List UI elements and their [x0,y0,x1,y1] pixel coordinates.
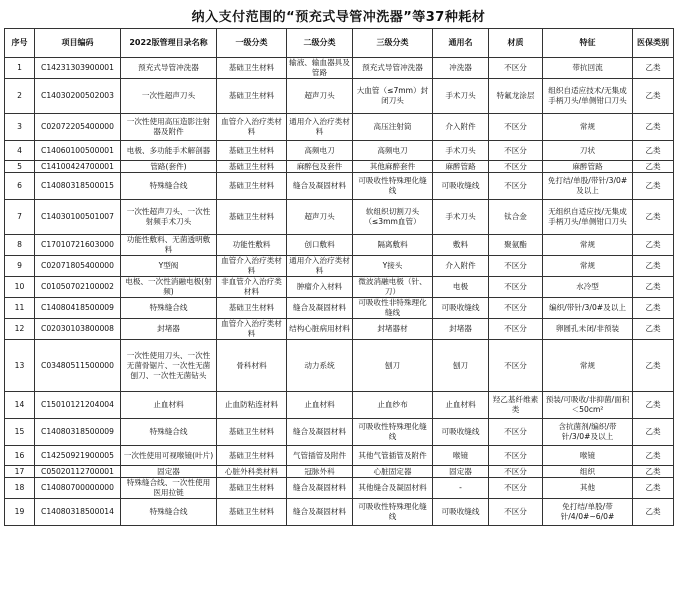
row-cat3: 高频电刀 [353,141,433,161]
row-material: 不区分 [489,298,543,319]
row-feature: 卵圆孔未闭/非预装 [543,319,633,340]
row-no: 1 [5,58,35,79]
row-feature: 预装/可吸收/非抑菌/面积＜50cm² [543,392,633,419]
row-cat1: 基础卫生材料 [217,419,287,446]
row-no: 17 [5,466,35,478]
row-type: 乙类 [633,478,674,499]
table-row [5,319,674,340]
row-cat1: 基础卫生材料 [217,58,287,79]
row-no: 12 [5,319,35,340]
row-type: 乙类 [633,466,674,478]
row-cat2: 超声刀头 [287,79,353,114]
table-row [5,499,674,526]
row-generic: 介入附件 [433,256,489,277]
row-material: 不区分 [489,419,543,446]
row-cat3: 止血纱布 [353,392,433,419]
row-name: 管路(套件) [121,161,217,173]
row-name: 固定器 [121,466,217,478]
row-material: 不区分 [489,446,543,466]
table-row [5,446,674,466]
row-cat1: 基础卫生材料 [217,141,287,161]
row-cat2: 冠脉外科 [287,466,353,478]
document-title: 纳入支付范围的“预充式导管冲洗器”等37种耗材 [191,10,486,25]
table-body [5,58,674,526]
row-cat1: 血管介入治疗类材料 [217,256,287,277]
row-name: 一次性使用刀头、一次性无菌骨锯片、一次性无菌刨刀、一次性无菌钻头 [121,340,217,392]
row-material: 不区分 [489,478,543,499]
table-row [5,235,674,256]
row-generic: 麻醉管路 [433,161,489,173]
row-type: 乙类 [633,79,674,114]
row-name: 电极、多功能手术解剖器 [121,141,217,161]
row-code: C01050702100002 [35,277,121,298]
row-generic: 固定器 [433,466,489,478]
row-type: 乙类 [633,141,674,161]
header-cat1: 一级分类 [217,29,287,58]
row-cat2: 缝合及凝固材料 [287,499,353,526]
row-no: 18 [5,478,35,499]
row-cat2: 麻醉包及套件 [287,161,353,173]
row-cat3: 隔离敷料 [353,235,433,256]
row-generic: 止血材料 [433,392,489,419]
row-material: 不区分 [489,114,543,141]
row-feature: 麻醉管路 [543,161,633,173]
row-feature: 组织自适应技术/无集成手柄刀头/单侧钳口刀头 [543,79,633,114]
row-feature: 含抗菌剂/编织/带针/3/0#及以上 [543,419,633,446]
row-feature: 编织/带针/3/0#及以上 [543,298,633,319]
row-code: C14060100500001 [35,141,121,161]
row-code: C17010721603000 [35,235,121,256]
table-row [5,58,674,79]
row-type: 乙类 [633,340,674,392]
row-name: Y型阀 [121,256,217,277]
row-feature: 水冷型 [543,277,633,298]
row-code: C05020112700001 [35,466,121,478]
row-code: C15010121204004 [35,392,121,419]
row-type: 乙类 [633,200,674,235]
row-cat3: 其他麻醉套件 [353,161,433,173]
row-cat1: 基础卫生材料 [217,161,287,173]
row-cat1: 基础卫生材料 [217,173,287,200]
row-no: 11 [5,298,35,319]
row-cat3: 其他缝合及凝固材料 [353,478,433,499]
row-type: 乙类 [633,446,674,466]
row-cat3: Y接头 [353,256,433,277]
header-no: 序号 [5,29,35,58]
row-type: 乙类 [633,392,674,419]
row-cat1: 基础卫生材料 [217,200,287,235]
row-no: 9 [5,256,35,277]
row-code: C03480511500000 [35,340,121,392]
header-cat3: 三级分类 [353,29,433,58]
row-material: 不区分 [489,256,543,277]
row-generic: - [433,478,489,499]
row-name: 特殊缝合线、一次性使用医用拉链 [121,478,217,499]
row-feature: 无组织自适应技/无集成手柄刀头/单侧钳口刀头 [543,200,633,235]
row-code: C02071805400000 [35,256,121,277]
row-code: C14030100501007 [35,200,121,235]
table-row [5,419,674,446]
row-no: 16 [5,446,35,466]
table-row [5,340,674,392]
row-cat3: 可吸收性特殊理化缝线 [353,419,433,446]
row-code: C14080318500014 [35,499,121,526]
row-type: 乙类 [633,58,674,79]
row-cat3: 封堵器材 [353,319,433,340]
row-feature: 组织 [543,466,633,478]
row-cat1: 基础卫生材料 [217,478,287,499]
row-name: 一次性使用可视喉镜(叶片) [121,446,217,466]
row-material: 不区分 [489,141,543,161]
row-feature: 刀状 [543,141,633,161]
header-name: 2022版管理目录名称 [121,29,217,58]
row-feature: 其他 [543,478,633,499]
row-cat3: 高压注射筒 [353,114,433,141]
row-feature: 常规 [543,235,633,256]
row-no: 4 [5,141,35,161]
row-no: 3 [5,114,35,141]
row-material: 聚氨酯 [489,235,543,256]
row-no: 2 [5,79,35,114]
row-feature: 常规 [543,114,633,141]
row-material: 不区分 [489,58,543,79]
row-code: C14030200502003 [35,79,121,114]
row-cat2: 结构心脏病用材料 [287,319,353,340]
header-feature: 特征 [543,29,633,58]
row-feature: 喉镜 [543,446,633,466]
row-material: 钛合金 [489,200,543,235]
row-no: 8 [5,235,35,256]
header-cat2: 二级分类 [287,29,353,58]
row-cat2: 缝合及凝固材料 [287,478,353,499]
row-cat3: 心脏固定器 [353,466,433,478]
row-generic: 可吸收缝线 [433,419,489,446]
row-cat1: 骨科材料 [217,340,287,392]
row-generic: 封堵器 [433,319,489,340]
row-name: 特殊缝合线 [121,419,217,446]
row-material: 不区分 [489,161,543,173]
row-cat3: 微波消融电极（针、刀） [353,277,433,298]
row-name: 特殊缝合线 [121,298,217,319]
row-name: 功能性敷料、无菌透明敷料 [121,235,217,256]
row-generic: 介入附件 [433,114,489,141]
row-type: 乙类 [633,235,674,256]
row-type: 乙类 [633,499,674,526]
table-row [5,173,674,200]
row-feature: 免打结/单股/带针/3/0#及以上 [543,173,633,200]
row-material: 不区分 [489,499,543,526]
row-no: 5 [5,161,35,173]
row-generic: 冲洗器 [433,58,489,79]
row-cat1: 基础卫生材料 [217,79,287,114]
row-cat2: 止血材料 [287,392,353,419]
row-cat1: 基础卫生材料 [217,499,287,526]
row-code: C14080318500009 [35,419,121,446]
row-cat3: 可吸收性非特殊理化缝线 [353,298,433,319]
table-header-row [5,29,674,58]
row-cat2: 缝合及凝固材料 [287,419,353,446]
row-cat2: 通用介入治疗类材料 [287,256,353,277]
row-cat2: 通用介入治疗类材料 [287,114,353,141]
consumables-table [4,28,674,526]
row-generic: 手术刀头 [433,200,489,235]
row-cat3: 刨刀 [353,340,433,392]
row-cat1: 血管介入治疗类材料 [217,114,287,141]
row-material: 特氟龙涂层 [489,79,543,114]
row-code: C14250921900005 [35,446,121,466]
row-name: 止血材料 [121,392,217,419]
row-feature: 常规 [543,340,633,392]
row-cat1: 止血防粘连材料 [217,392,287,419]
row-code: C14080418500009 [35,298,121,319]
row-name: 特殊缝合线 [121,173,217,200]
row-cat2: 肿瘤介入材料 [287,277,353,298]
table-row [5,466,674,478]
row-feature: 免打结/单股/带针/4/0#~6/0# [543,499,633,526]
row-code: C14080700000000 [35,478,121,499]
table-row [5,161,674,173]
row-name: 电极、一次性消融电极(射频) [121,277,217,298]
row-generic: 可吸收缝线 [433,173,489,200]
row-name: 预充式导管冲洗器 [121,58,217,79]
row-no: 15 [5,419,35,446]
row-generic: 手术刀头 [433,79,489,114]
row-type: 乙类 [633,319,674,340]
row-type: 乙类 [633,298,674,319]
row-generic: 电极 [433,277,489,298]
row-no: 6 [5,173,35,200]
row-cat2: 超声刀头 [287,200,353,235]
row-cat1: 功能性敷料 [217,235,287,256]
row-no: 19 [5,499,35,526]
row-material: 羟乙基纤维素类 [489,392,543,419]
row-code: C14231303900001 [35,58,121,79]
header-type: 医保类别 [633,29,674,58]
row-cat2: 输液、输血器具及管路 [287,58,353,79]
table-row [5,277,674,298]
table-row [5,141,674,161]
row-name: 特殊缝合线 [121,499,217,526]
table-row [5,114,674,141]
row-cat1: 基础卫生材料 [217,446,287,466]
row-feature: 常规 [543,256,633,277]
row-cat3: 可吸收性特殊理化缝线 [353,499,433,526]
row-no: 14 [5,392,35,419]
table-row [5,478,674,499]
row-code: C14080318500015 [35,173,121,200]
row-code: C02072205400000 [35,114,121,141]
row-type: 乙类 [633,161,674,173]
header-material: 材质 [489,29,543,58]
row-no: 7 [5,200,35,235]
table-row [5,79,674,114]
table-row [5,392,674,419]
row-type: 乙类 [633,277,674,298]
row-feature: 带抗回流 [543,58,633,79]
row-cat2: 气管插管及附件 [287,446,353,466]
row-material: 不区分 [489,466,543,478]
row-type: 乙类 [633,173,674,200]
row-cat1: 心脏外科类材料 [217,466,287,478]
row-generic: 喉镜 [433,446,489,466]
row-cat1: 非血管介入治疗类材料 [217,277,287,298]
row-generic: 手术刀头 [433,141,489,161]
row-generic: 刨刀 [433,340,489,392]
row-cat1: 基础卫生材料 [217,298,287,319]
table-row [5,200,674,235]
row-cat1: 血管介入治疗类材料 [217,319,287,340]
row-name: 一次性超声刀头、一次性射频手术刀头 [121,200,217,235]
row-generic: 可吸收缝线 [433,499,489,526]
row-material: 不区分 [489,340,543,392]
row-cat2: 创口敷料 [287,235,353,256]
row-generic: 可吸收缝线 [433,298,489,319]
row-cat2: 高频电刀 [287,141,353,161]
row-cat3: 其他气管插管及附件 [353,446,433,466]
row-code: C02030103800008 [35,319,121,340]
row-type: 乙类 [633,256,674,277]
row-material: 不区分 [489,319,543,340]
row-code: C14100424700001 [35,161,121,173]
row-material: 不区分 [489,173,543,200]
row-no: 13 [5,340,35,392]
row-type: 乙类 [633,419,674,446]
row-name: 一次性超声刀头 [121,79,217,114]
table-row [5,298,674,319]
row-generic: 敷料 [433,235,489,256]
row-no: 10 [5,277,35,298]
row-cat3: 可吸收性特殊理化缝线 [353,173,433,200]
row-cat3: 预充式导管冲洗器 [353,58,433,79]
row-cat3: 大血管（≤7mm）封闭刀头 [353,79,433,114]
header-code: 项目编码 [35,29,121,58]
row-name: 一次性使用高压造影注射器及附件 [121,114,217,141]
row-cat2: 动力系统 [287,340,353,392]
row-material: 不区分 [489,277,543,298]
table-row [5,256,674,277]
header-generic: 通用名 [433,29,489,58]
row-cat3: 软组织切割刀头（≤3mm血管） [353,200,433,235]
row-cat2: 缝合及凝固材料 [287,298,353,319]
row-cat2: 缝合及凝固材料 [287,173,353,200]
row-name: 封堵器 [121,319,217,340]
row-type: 乙类 [633,114,674,141]
